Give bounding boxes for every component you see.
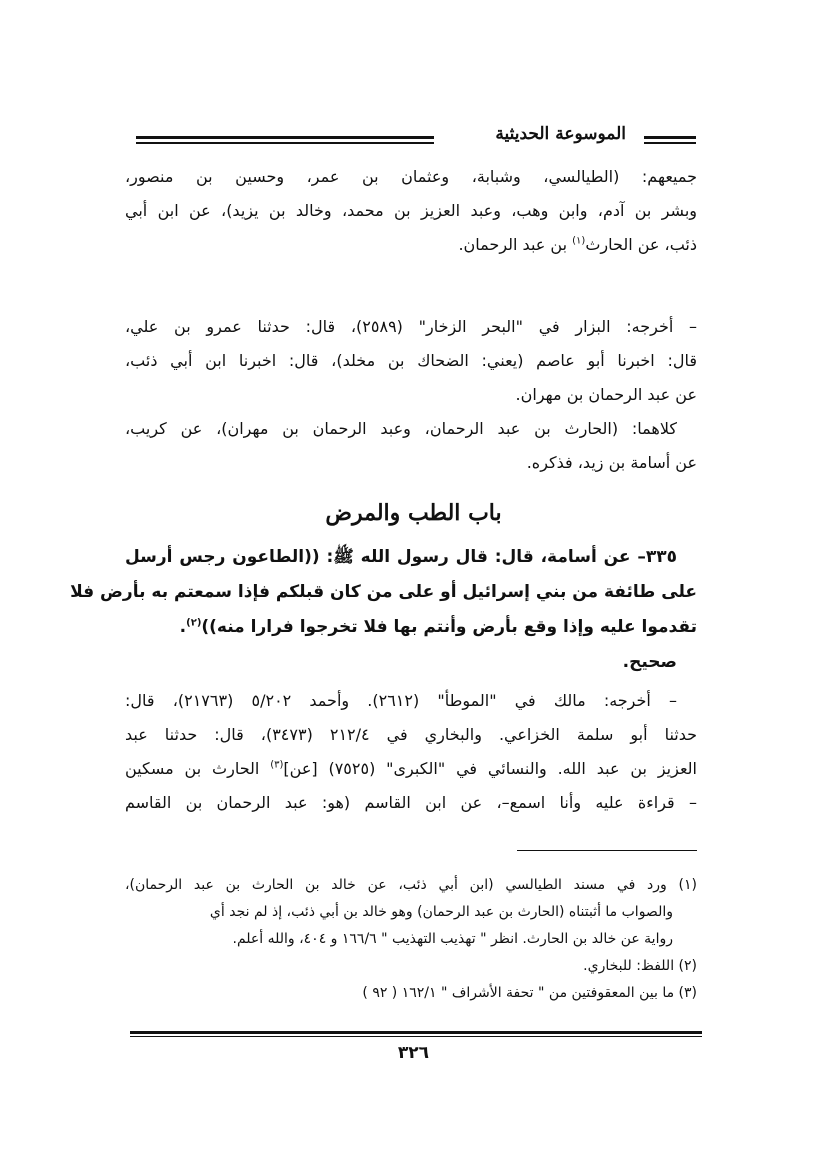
text-line: عن أسامة بن زيد، فذكره.	[526, 453, 697, 472]
footnote-line: والصواب ما أثبتناه (الحارث بن عبد الرحمان) وهو خالد بن أبي ذئب، إذ لم نجد أي	[209, 904, 673, 920]
text-line: ٣٣٥– عن أسامة، قال: قال رسول الله ﷺ: ((الطاعون رجس أرسل	[125, 547, 677, 567]
header-rule-left	[136, 136, 434, 144]
text-line: وبشر بن آدم، وابن وهب، وعبد العزيز بن محمد، وخالد بن يزيد)، عن ابن أبي	[125, 201, 697, 220]
footnote-line: (١) ورد في مسند الطيالسي (ابن أبي ذئب، عن خالد بن الحارث بن عبد الرحمان)،	[125, 877, 697, 893]
footnote-line: (٣) ما بين المعقوفتين من " تحفة الأشراف " ١٦٢/١ ( ٩٢ )	[362, 985, 697, 1001]
intro-paragraph	[125, 160, 697, 262]
text-line: تقدموا عليه وإذا وقع بأرض وأنتم بها فلا تخرجوا فرارا منه))$^{(٢)}$.	[179, 617, 697, 637]
footnote-ref: (١)	[572, 235, 586, 247]
text-line: عن عبد الرحمان بن مهران.	[515, 385, 697, 404]
text-line: – أخرجه: مالك في "الموطأ" (٢٦١٢). وأحمد ٥/٢٠٢ (٢١٧٦٣)، قال:	[125, 691, 677, 710]
text-line: – قراءة عليه وأنا اسمع–، عن ابن القاسم (هو: عبد الرحمان بن القاسم	[125, 793, 697, 812]
takhrij-paragraph	[125, 684, 697, 820]
bottom-rule	[130, 1031, 702, 1037]
footnote-ref: (٣)	[270, 759, 284, 771]
text-line: ذئب، عن الحارث$^{(١)}$ بن عبد الرحمان.	[458, 235, 697, 254]
footnote-line: (٢) اللفظ: للبخاري.	[583, 958, 697, 974]
text-line: – أخرجه: البزار في "البحر الزخار" (٢٥٨٩)، قال: حدثنا عمرو بن علي،	[125, 317, 697, 336]
text-line: جميعهم: (الطيالسي، وشبابة، وعثمان بن عمر، وحسين بن منصور،	[125, 167, 697, 186]
text-line: حدثنا أبو سلمة الخزاعي. والبخاري في ٢١٢/٤ (٣٤٧٣)، قال: حدثنا عبد	[125, 725, 698, 744]
grading: صحيح.	[622, 652, 677, 672]
header-rule-right	[644, 136, 696, 144]
section-title: باب الطب والمرض	[325, 500, 502, 526]
text-line: على طائفة من بني إسرائيل أو على من كان قبلكم فإذا سمعتم به بأرض فلا	[70, 582, 697, 602]
footnote-separator	[517, 850, 697, 851]
footnote-ref: (٢)	[186, 617, 202, 629]
header-title: الموسوعة الحديثية	[495, 124, 626, 144]
footnotes	[125, 872, 697, 1007]
page-number: ٣٢٦	[397, 1043, 430, 1063]
text-line: العزيز بن عبد الله. والنسائي في "الكبرى" (٧٥٢٥) [عن]$^{(٣)}$ الحارث بن مسكين	[125, 759, 697, 778]
text-line: قال: اخبرنا أبو عاصم (يعني: الضحاك بن مخلد)، قال: اخبرنا ابن أبي ذئب،	[125, 351, 697, 370]
running-header	[136, 126, 696, 154]
footnote-line: رواية عن خالد بن الحارث. انظر " تهذيب التهذيب " ١٦٦/٦ و ٤٠٤، والله أعلم.	[232, 931, 673, 947]
hadith-text	[70, 540, 697, 680]
text-line: كلاهما: (الحارث بن عبد الرحمان، وعبد الرحمان بن مهران)، عن كريب،	[125, 419, 677, 438]
bazzar-paragraph	[125, 310, 697, 480]
